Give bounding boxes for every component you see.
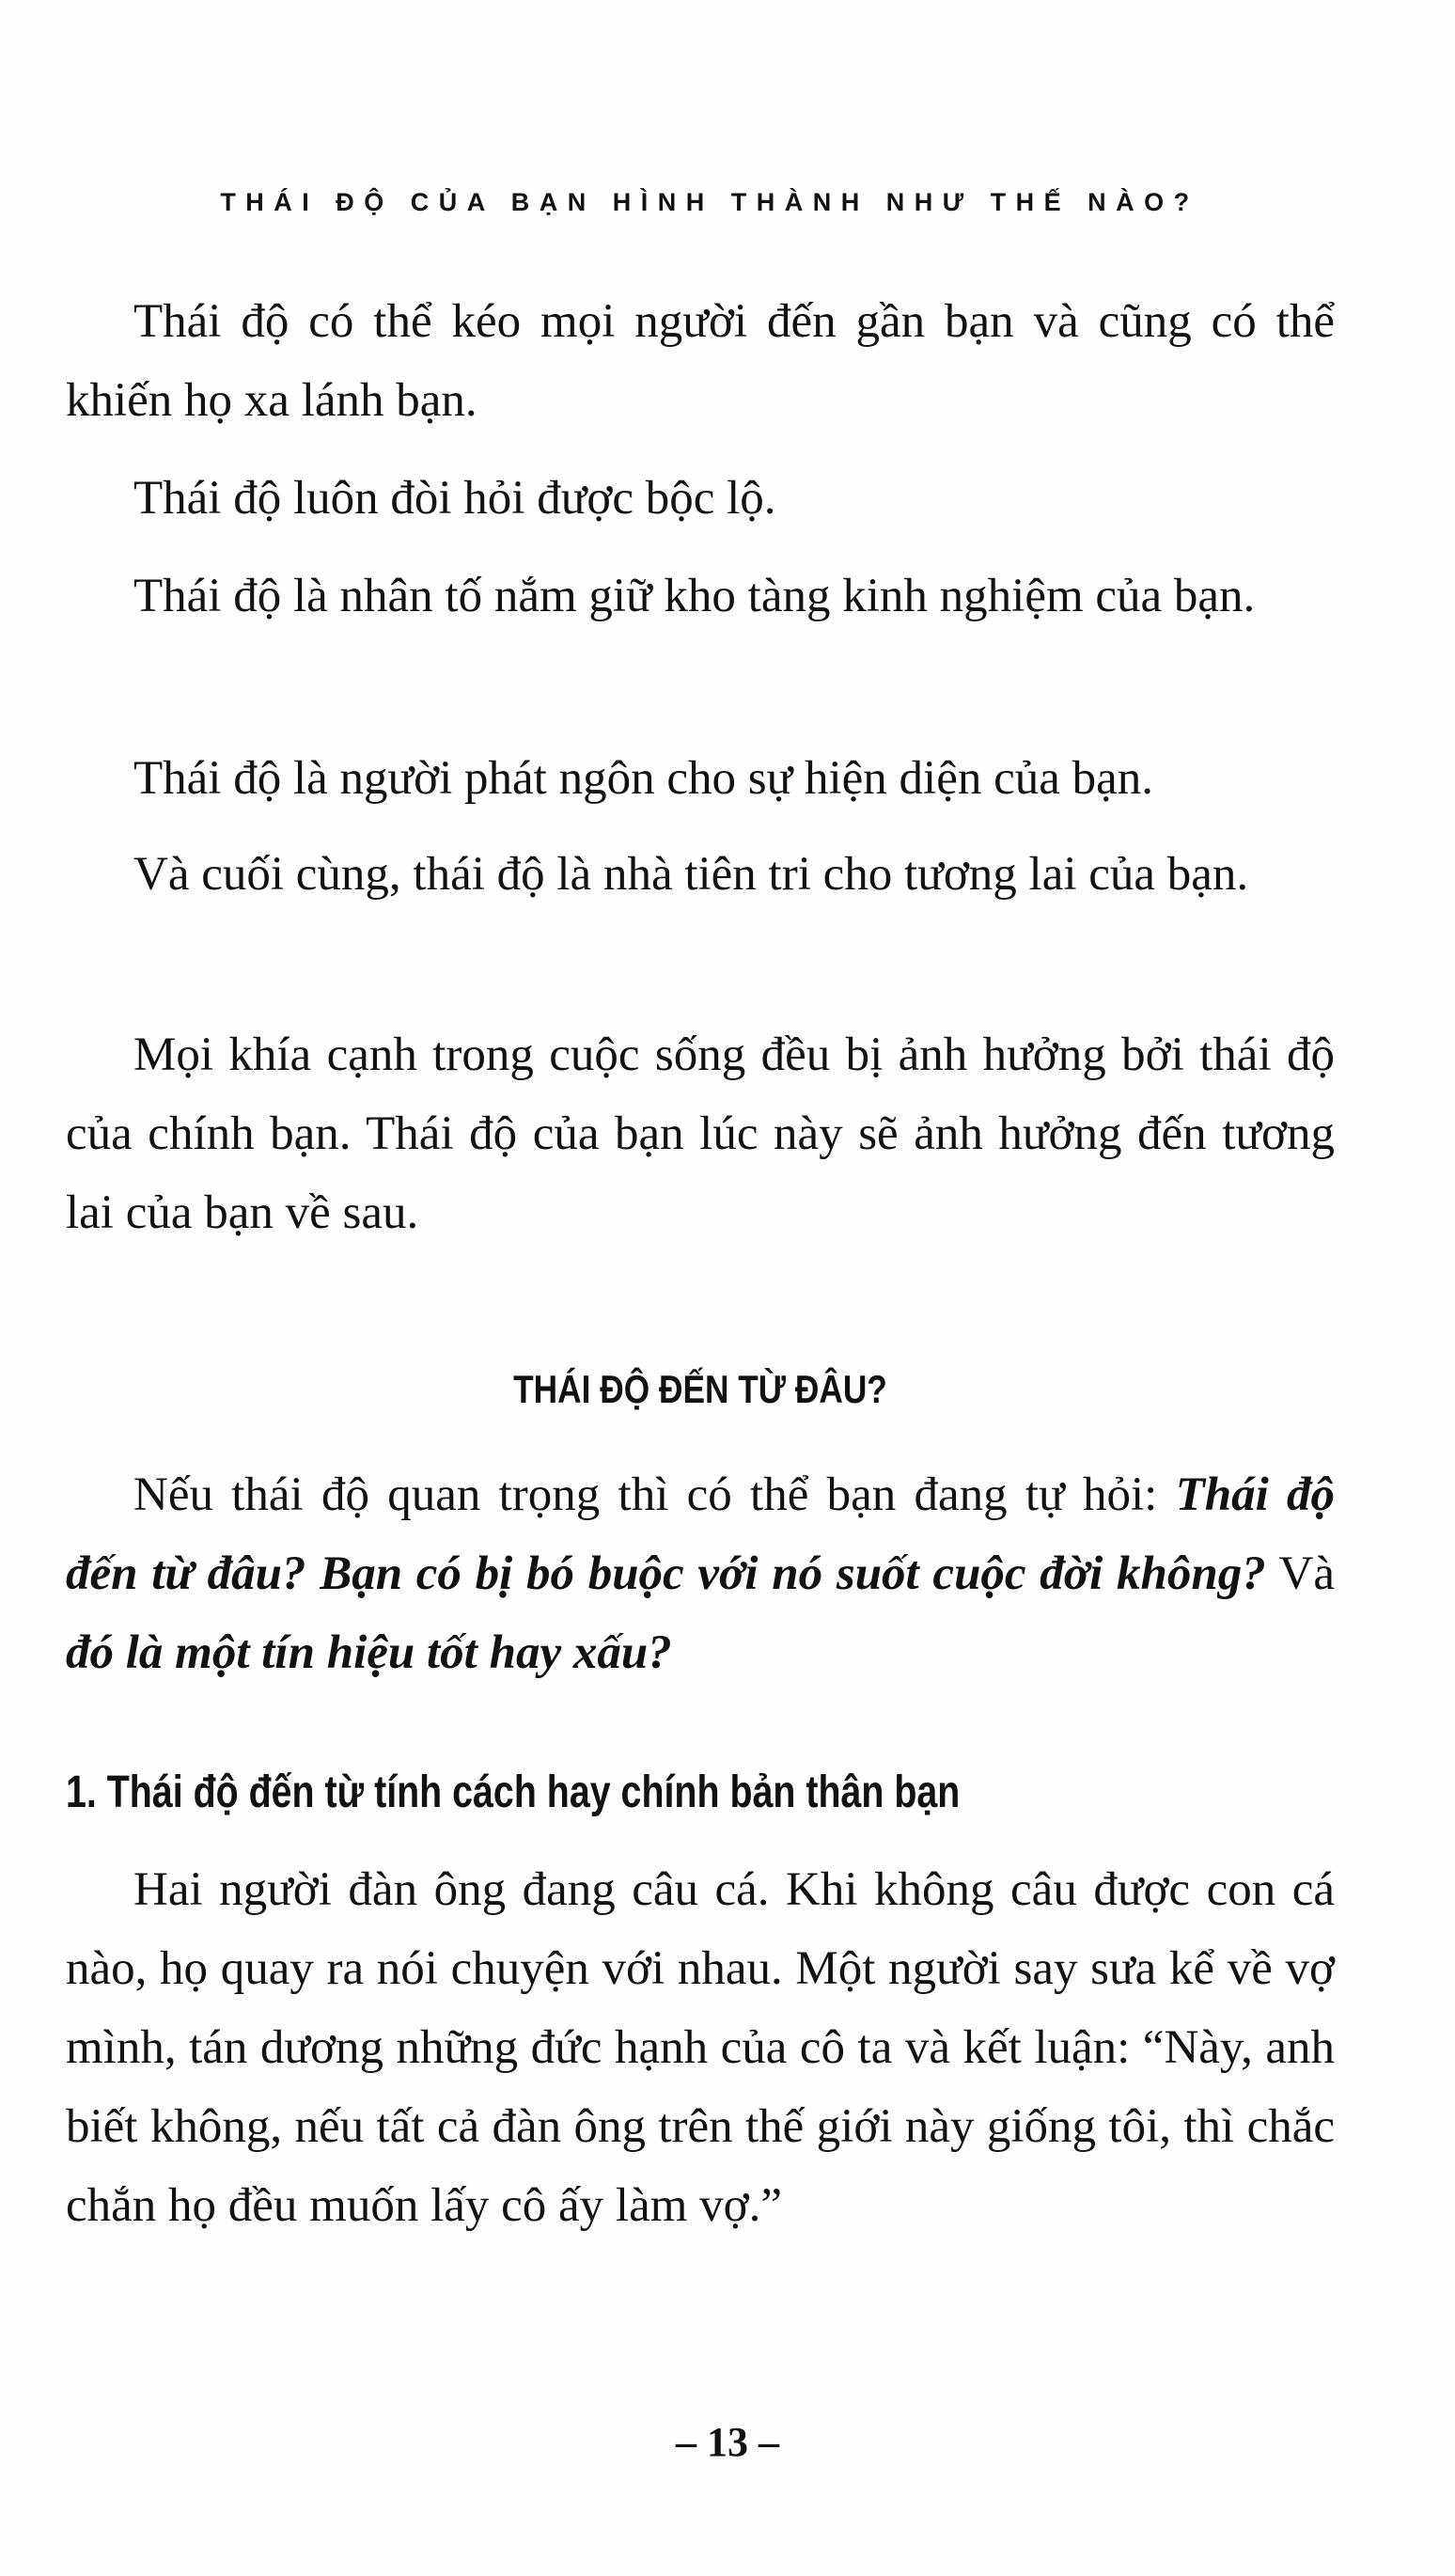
paragraph-1: Thái độ có thể kéo mọi người đến gần bạn và cũng có thể khiến họ xa lánh bạn. (66, 295, 1335, 427)
paragraph-3: Thái độ là nhân tố nắm giữ kho tàng kinh nghiệm của bạn. (133, 570, 1256, 622)
intro-plain-text-2: Và (1278, 1547, 1335, 1600)
intro-plain-text: Nếu thái độ quan trọng thì có thể bạn đang tự hỏi: (133, 1469, 1158, 1521)
paragraph-6: Mọi khía cạnh trong cuộc sống đều bị ảnh hưởng bởi thái độ của chính bạn. Thái độ của bạn lúc này sẽ ảnh hưởng đến tương lai của bạn về sau. (66, 1029, 1335, 1239)
running-header: THÁI ĐỘ CỦA BẠN HÌNH THÀNH NHƯ THẾ NÀO? (220, 188, 1199, 216)
page-number: – 13 – (676, 2419, 779, 2465)
section-heading: THÁI ĐỘ ĐẾN TỪ ĐÂU? (513, 1367, 887, 1411)
intro-italic-question: Thái độ đến từ đâu? Bạn có bị bó buộc với nó suốt cuộc đời không? (66, 1469, 1336, 1600)
paragraph-5: Và cuối cùng, thái độ là nhà tiên tri cho tương lai của bạn. (133, 848, 1249, 901)
paragraph-2: Thái độ luôn đòi hỏi được bộc lộ. (133, 472, 776, 525)
paragraph-4: Thái độ là người phát ngôn cho sự hiện diện của bạn. (133, 752, 1153, 805)
section-intro-paragraph (66, 1455, 1335, 1692)
story-paragraph: Hai người đàn ông đang câu cá. Khi không câu được con cá nào, họ quay ra nói chuyện với nhau. Một người say sưa kể về vợ mình, tán dương những đức hạnh của cô ta và kết luận: “Này, anh biết không, nếu tất cả đàn ông trên thế giới này giống tôi, thì chắc chắn họ đều muốn lấy cô ấy làm vợ.” (66, 1863, 1335, 2232)
intro-italic-question-2: đó là một tín hiệu tốt hay xấu? (66, 1626, 672, 1679)
subheading: 1. Thái độ đến từ tính cách hay chính bản thân bạn (66, 1767, 961, 1817)
